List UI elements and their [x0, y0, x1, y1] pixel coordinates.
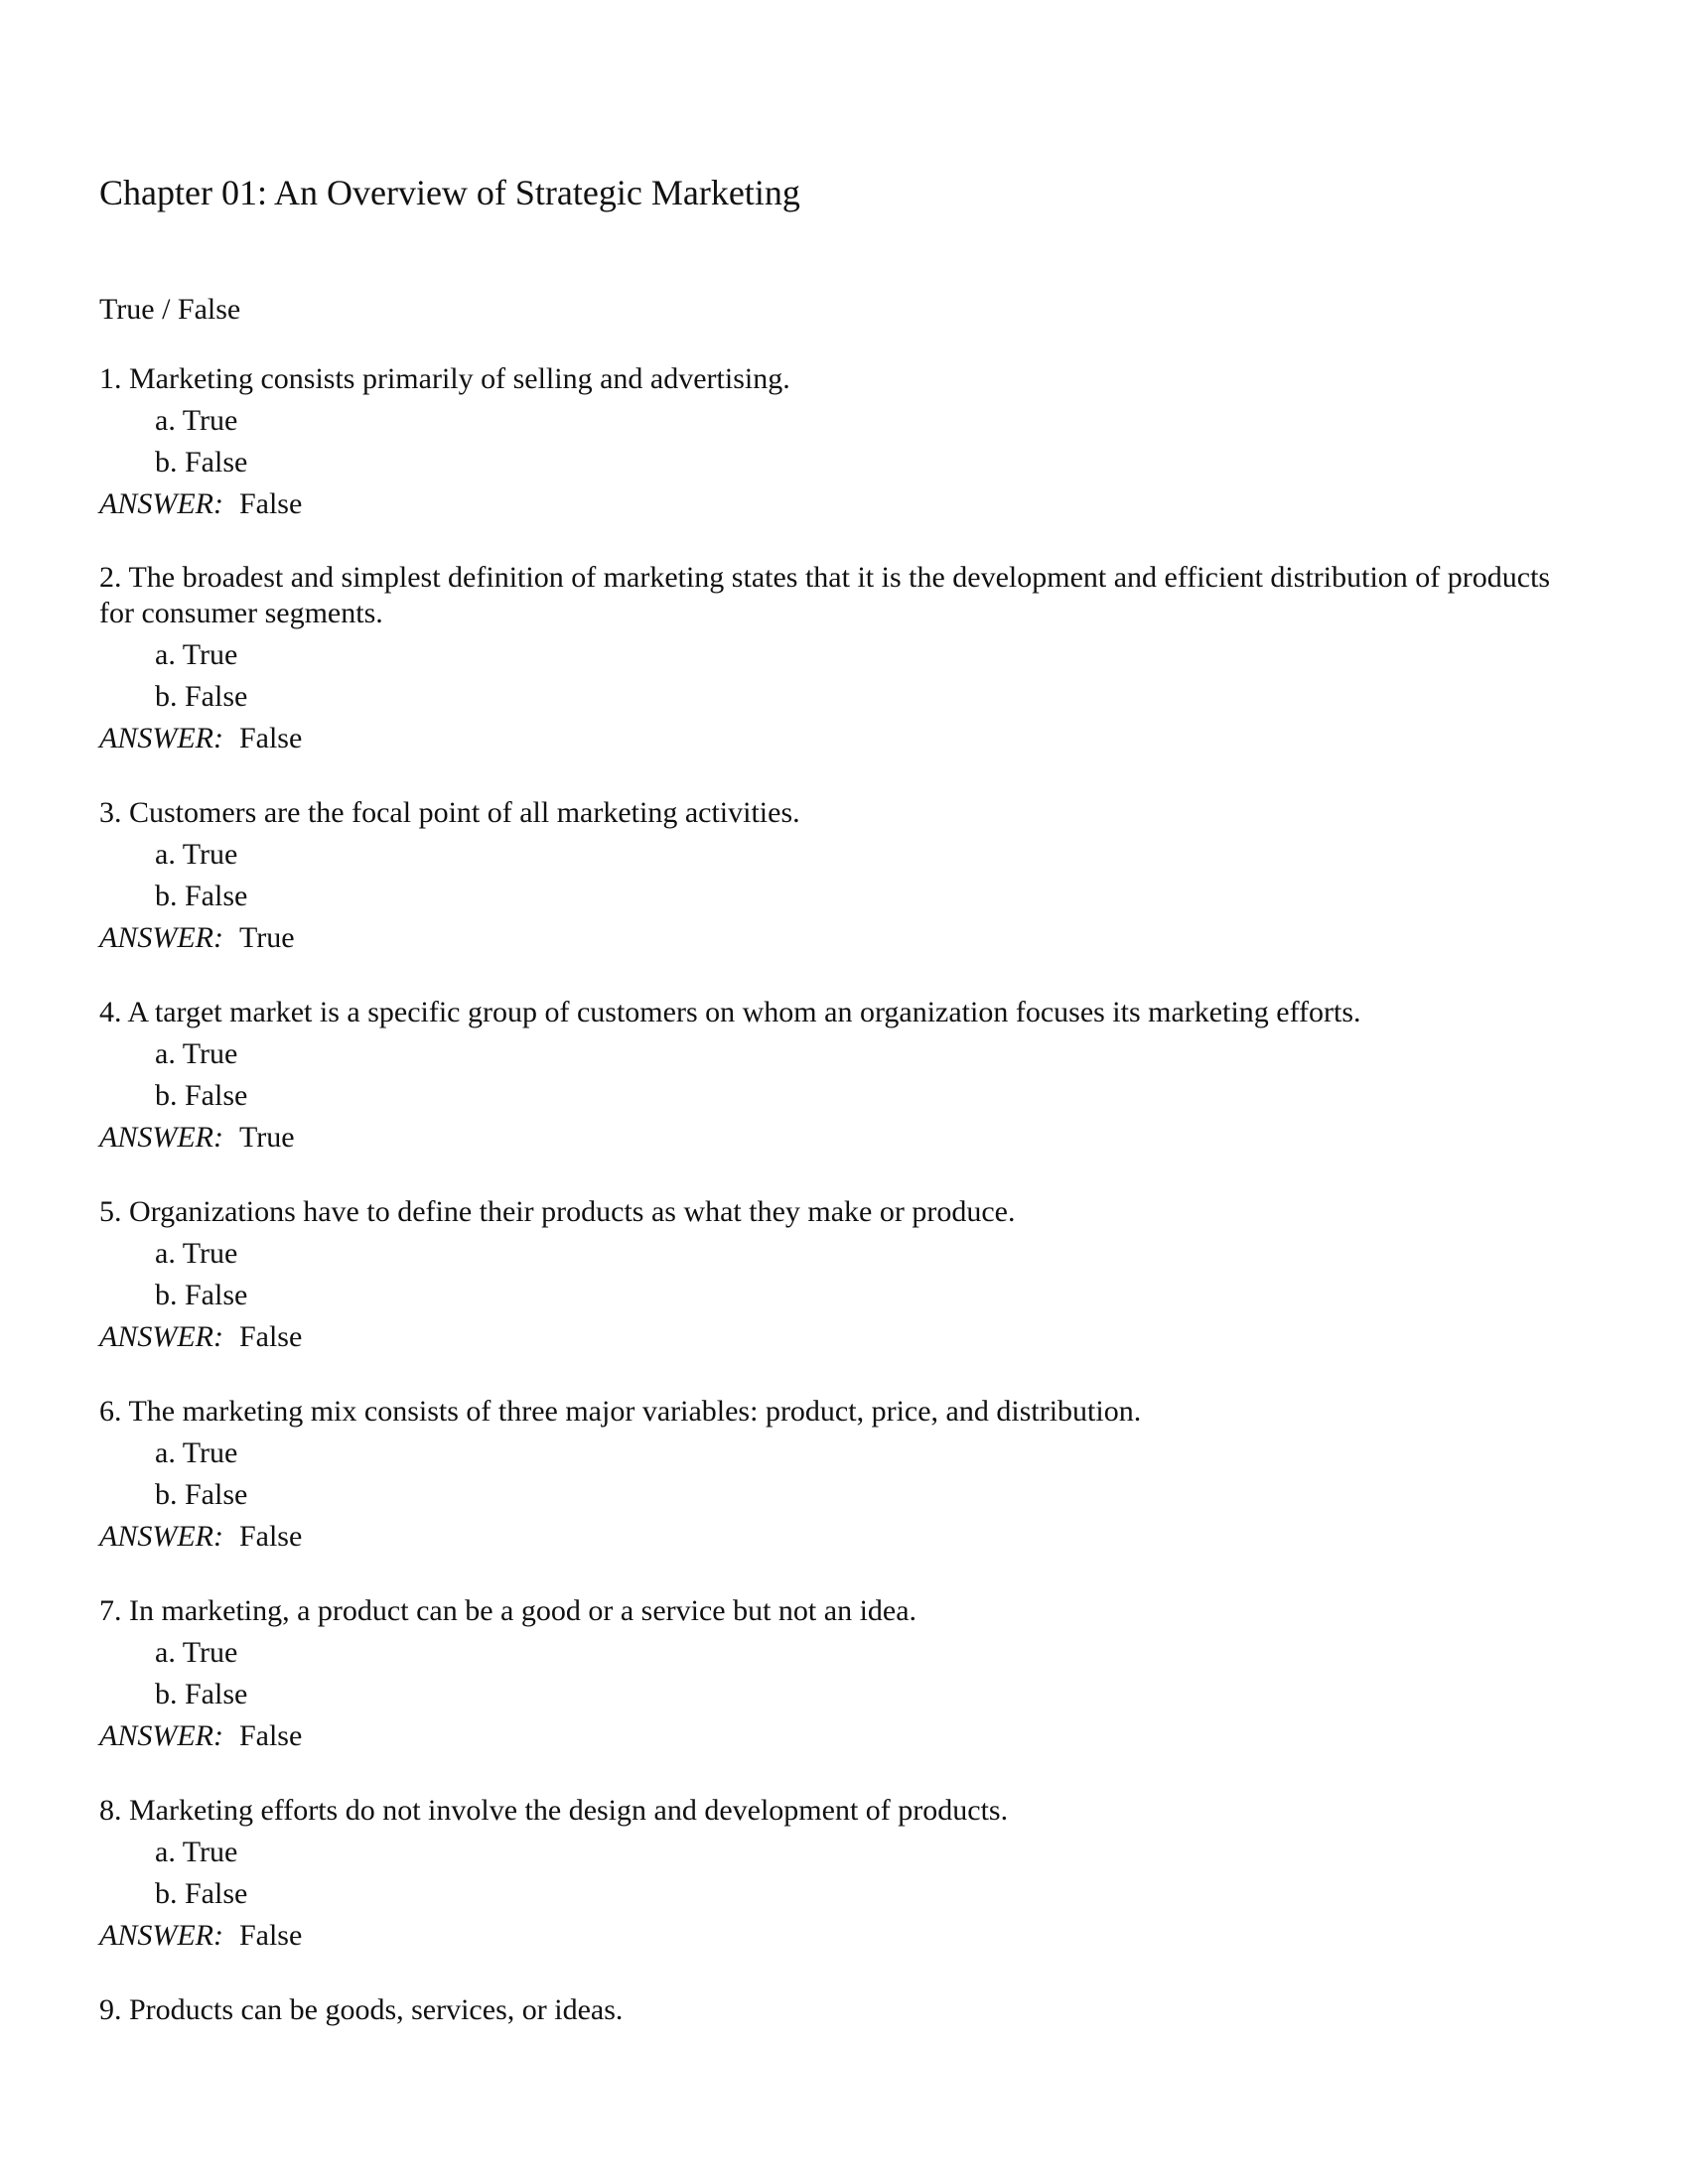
option-b: b. False: [155, 1079, 248, 1112]
answer-line: [99, 486, 1589, 522]
question-9: [99, 1992, 1589, 2028]
question-text: 4. A target market is a specific group of customers on whom an organization focuses its marketing efforts.: [99, 996, 1361, 1028]
option-a: a. True: [155, 638, 238, 671]
answer-value: False: [238, 1320, 303, 1353]
answer-label: ANSWER:: [99, 1719, 223, 1752]
question-5: [99, 1194, 1589, 1355]
option-b: b. False: [155, 1279, 248, 1311]
question-2: [99, 560, 1589, 756]
option-a: a. True: [155, 1636, 238, 1669]
option-a: a. True: [155, 1836, 238, 1868]
answer-label: ANSWER:: [99, 1121, 223, 1154]
question-text: 9. Products can be goods, services, or ideas.: [99, 1993, 624, 2026]
question-8: [99, 1793, 1589, 1954]
question-text: 2. The broadest and simplest definition of marketing states that it is the development and efficient distribution of products for consumer segments.: [99, 561, 1551, 629]
answer-value: False: [238, 1520, 303, 1553]
question-7: [99, 1593, 1589, 1754]
question-6: [99, 1394, 1589, 1555]
question-text: 8. Marketing efforts do not involve the design and development of products.: [99, 1794, 1009, 1827]
answer-line: [99, 1120, 1589, 1156]
option-a: a. True: [155, 404, 238, 437]
answer-value: False: [238, 1919, 303, 1952]
question-text: 3. Customers are the focal point of all marketing activities.: [99, 796, 800, 829]
option-b: b. False: [155, 1877, 248, 1910]
question-text: 6. The marketing mix consists of three major variables: product, price, and distribution.: [99, 1395, 1142, 1428]
option-b: b. False: [155, 446, 248, 478]
answer-line: [99, 1918, 1589, 1954]
answer-line: [99, 920, 1589, 956]
question-4: [99, 995, 1589, 1156]
answer-line: [99, 1718, 1589, 1754]
option-b: b. False: [155, 1678, 248, 1710]
section-heading: True / False: [99, 293, 241, 326]
answer-value: True: [238, 921, 295, 954]
answer-line: [99, 1319, 1589, 1355]
option-a: a. True: [155, 1436, 238, 1469]
option-a: a. True: [155, 1037, 238, 1070]
answer-label: ANSWER:: [99, 487, 223, 520]
question-text: 7. In marketing, a product can be a good or a service but not an idea.: [99, 1594, 917, 1627]
answer-label: ANSWER:: [99, 1919, 223, 1952]
answer-line: [99, 721, 1589, 756]
option-b: b. False: [155, 880, 248, 912]
answer-label: ANSWER:: [99, 1320, 223, 1353]
question-text: 1. Marketing consists primarily of selling and advertising.: [99, 362, 790, 395]
answer-value: True: [238, 1121, 295, 1154]
question-1: [99, 361, 1589, 522]
option-b: b. False: [155, 1478, 248, 1511]
chapter-title: Chapter 01: An Overview of Strategic Marketing: [99, 173, 800, 212]
answer-value: False: [238, 722, 303, 754]
answer-label: ANSWER:: [99, 921, 223, 954]
answer-line: [99, 1519, 1589, 1555]
answer-label: ANSWER:: [99, 1520, 223, 1553]
answer-label: ANSWER:: [99, 722, 223, 754]
option-a: a. True: [155, 838, 238, 871]
answer-value: False: [238, 1719, 303, 1752]
question-text: 5. Organizations have to define their products as what they make or produce.: [99, 1195, 1016, 1228]
answer-value: False: [238, 487, 303, 520]
option-a: a. True: [155, 1237, 238, 1270]
option-b: b. False: [155, 680, 248, 713]
question-3: [99, 795, 1589, 956]
